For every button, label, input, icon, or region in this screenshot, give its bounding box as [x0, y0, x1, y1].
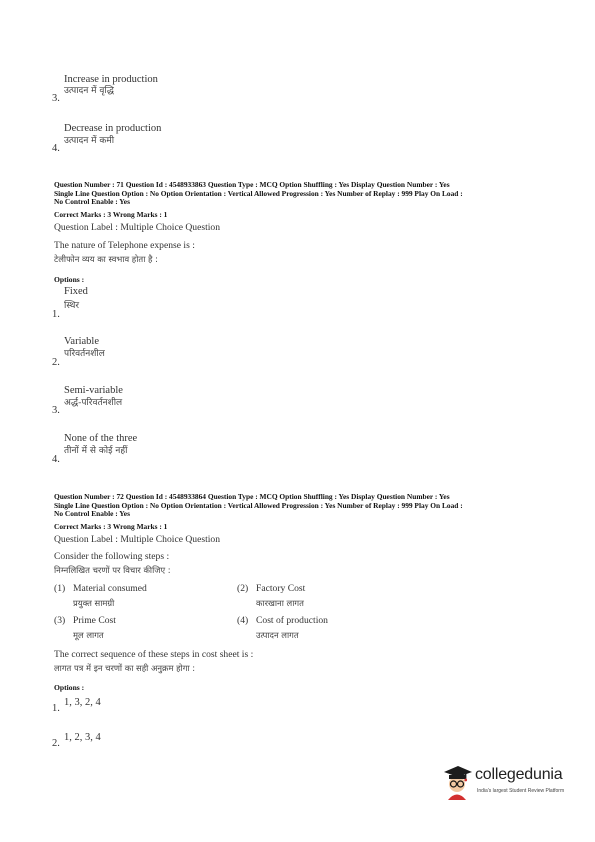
step-number: (2)	[237, 583, 249, 594]
question-text: The nature of Telephone expense is :	[54, 240, 195, 251]
option-text: Increase in production	[64, 74, 158, 85]
question-meta	[54, 493, 544, 519]
step-text: Factory Cost	[256, 583, 306, 594]
logo-wordmark: collegedunia	[475, 766, 563, 783]
question-label: Question Label : Multiple Choice Question	[54, 534, 220, 545]
option-number: 1.	[52, 703, 60, 714]
option-text-hindi: परिवर्तनशील	[64, 349, 105, 359]
meta-line: Question Number : 72 Question Id : 4548933864 Question Type : MCQ Option Shuffling : Yes Display Question Number : Yes	[54, 492, 450, 501]
question-text: The correct sequence of these steps in cost sheet is :	[54, 649, 254, 660]
question-meta	[54, 181, 544, 207]
meta-line: Single Line Question Option : No Option Orientation : Vertical Allowed Progression : Yes Number of Replay : 999 Play On Load :	[54, 500, 463, 510]
step-number: (3)	[54, 615, 66, 626]
options-label: Options :	[54, 275, 85, 284]
option-number: 4.	[52, 143, 60, 154]
options-label: Options :	[54, 683, 85, 692]
option-text: Decrease in production	[64, 123, 162, 134]
question-text-hindi: टेलीफोन व्यय का स्वभाव होता है :	[54, 254, 158, 264]
meta-line: Question Number : 71 Question Id : 4548933863 Question Type : MCQ Option Shuffling : Yes Display Question Number : Yes	[54, 180, 450, 189]
option-text: 1, 2, 3, 4	[64, 732, 101, 743]
step-number: (1)	[54, 583, 66, 594]
option-text: None of the three	[64, 433, 138, 444]
option-text-hindi: तीनों में से कोई नहीं	[64, 446, 128, 456]
step-text-hindi: कारखाना लागत	[256, 598, 304, 608]
step-text-hindi: प्रयुक्त सामग्री	[73, 598, 115, 608]
option-number: 1.	[52, 309, 60, 320]
question-label: Question Label : Multiple Choice Question	[54, 222, 220, 233]
step-text: Material consumed	[73, 583, 147, 594]
option-number: 2.	[52, 738, 60, 749]
option-number: 3.	[52, 93, 60, 104]
option-text-hindi: अर्द्ध-परिवर्तनशील	[64, 398, 123, 408]
question-intro: Consider the following steps :	[54, 551, 170, 562]
option-text: Variable	[64, 336, 99, 347]
step-text-hindi: मूल लागत	[73, 630, 104, 640]
option-text: Semi-variable	[64, 385, 123, 396]
meta-line: No Control Enable : Yes	[54, 509, 130, 519]
student-mascot-icon	[441, 762, 475, 802]
option-text-hindi: उत्पादन में कमी	[64, 136, 115, 146]
meta-line: No Control Enable : Yes	[54, 197, 130, 207]
question-marks: Correct Marks : 3 Wrong Marks : 1	[54, 210, 168, 219]
option-number: 2.	[52, 357, 60, 368]
step-text: Prime Cost	[73, 615, 116, 626]
collegedunia-logo	[441, 762, 581, 802]
logo-tagline: India's largest Student Review Platform	[477, 788, 565, 794]
meta-line: Single Line Question Option : No Option Orientation : Vertical Allowed Progression : Yes Number of Replay : 999 Play On Load :	[54, 188, 463, 198]
option-text: Fixed	[64, 286, 88, 297]
step-text: Cost of production	[256, 615, 328, 626]
option-text-hindi: स्थिर	[64, 301, 80, 311]
question-text-hindi: लागत पत्र में इन चरणों का सही अनुक्रम होगा :	[54, 663, 196, 673]
option-number: 3.	[52, 405, 60, 416]
option-text-hindi: उत्पादन में वृद्धि	[64, 86, 114, 96]
option-text: 1, 3, 2, 4	[64, 697, 101, 708]
question-intro-hindi: निम्नलिखित चरणों पर विचार कीजिए :	[54, 565, 171, 575]
question-marks: Correct Marks : 3 Wrong Marks : 1	[54, 522, 168, 531]
option-number: 4.	[52, 454, 60, 465]
step-text-hindi: उत्पादन लागत	[256, 630, 299, 640]
step-number: (4)	[237, 615, 249, 626]
